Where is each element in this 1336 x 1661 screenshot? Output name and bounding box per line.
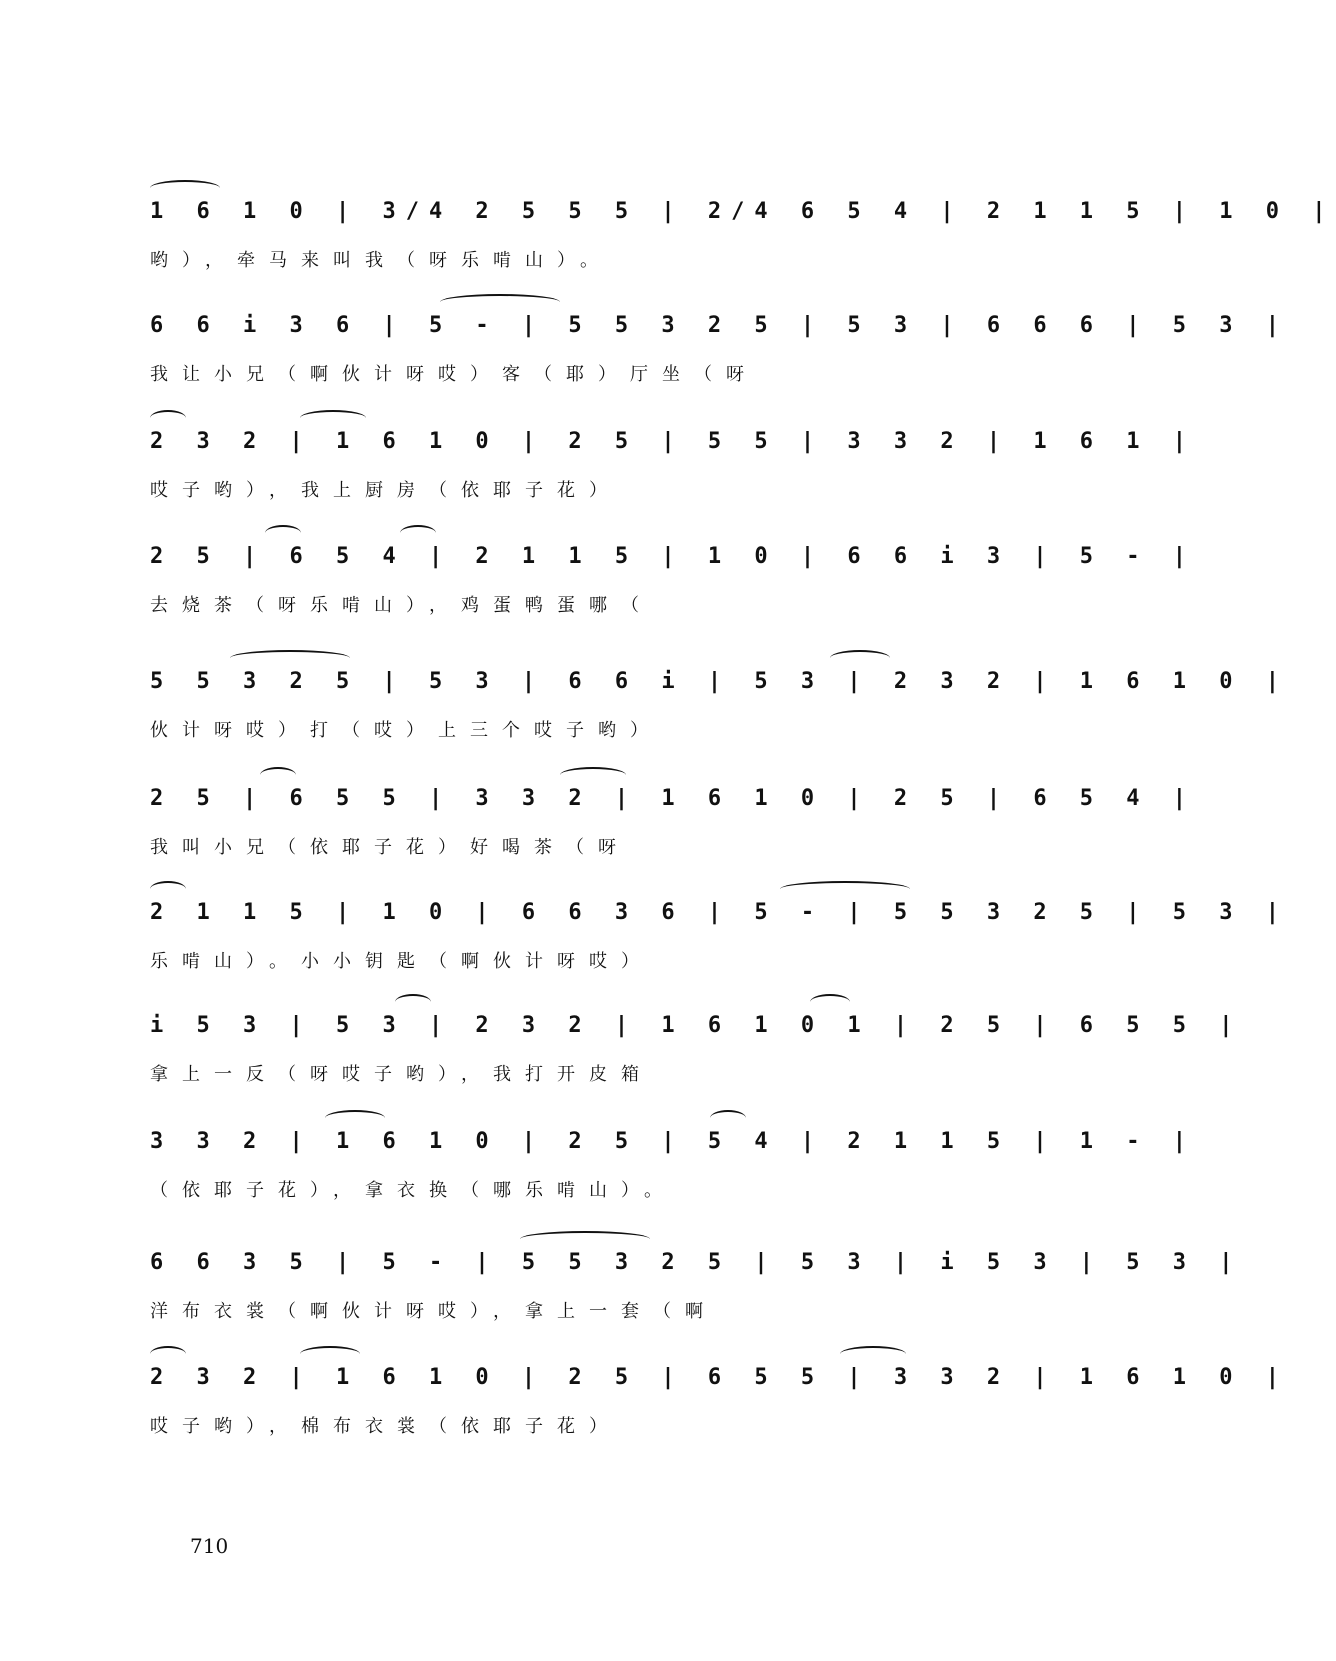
score-system-1 xyxy=(150,192,1336,282)
lyric-line: 乐啃山）。小小钥匙（啊伙计呀哎） xyxy=(150,951,653,972)
score-system-9 xyxy=(150,1122,1197,1212)
notation-line: 5 5 3 2 5 | 5 3 | 6 6 i | 5 3 | 2 3 2 | 1 6 1 0 | xyxy=(150,669,1290,694)
lyric-line: 我让小兄（啊伙计呀哎）客（耶）厅坐（呀 xyxy=(150,364,758,385)
score-system-6 xyxy=(150,779,1197,869)
score-system-10 xyxy=(150,1243,1243,1333)
notation-line: 2 1 1 5 | 1 0 | 6 6 3 6 | 5 - | 5 5 3 2 5 | 5 3 | xyxy=(150,900,1290,925)
score-system-7 xyxy=(150,893,1290,983)
lyric-line: （依耶子花），拿衣换（哪乐啃山）。 xyxy=(150,1180,676,1201)
notation-line: 2 5 | 6 5 5 | 3 3 2 | 1 6 1 0 | 2 5 | 6 5 4 | xyxy=(150,786,1197,811)
notation-line: 2 3 2 | 1 6 1 0 | 2 5 | 6 5 5 | 3 3 2 | 1 6 1 0 | xyxy=(150,1365,1290,1390)
notation-line: i 5 3 | 5 3 | 2 3 2 | 1 6 1 0 1 | 2 5 | 6 5 5 | xyxy=(150,1013,1243,1038)
lyric-line: 哎子哟），我上厨房（依耶子花） xyxy=(150,480,621,501)
score-system-5 xyxy=(150,662,1290,752)
notation-line: 2 5 | 6 5 4 | 2 1 1 5 | 1 0 | 6 6 i 3 | 5 - | xyxy=(150,544,1197,569)
lyric-line: 去烧茶（呀乐啃山），鸡蛋鸭蛋哪（ xyxy=(150,595,653,616)
lyric-line: 拿上一反（呀哎子哟），我打开皮箱 xyxy=(150,1064,653,1085)
notation-line: 3 3 2 | 1 6 1 0 | 2 5 | 5 4 | 2 1 1 5 | 1 - | xyxy=(150,1129,1197,1154)
notation-line: 1 6 1 0 | 3/4 2 5 5 5 | 2/4 6 5 4 | 2 1 1 5 | 1 0 | xyxy=(150,199,1336,224)
score-system-8 xyxy=(150,1006,1243,1096)
notation-line: 6 6 i 3 6 | 5 - | 5 5 3 2 5 | 5 3 | 6 6 6 | 5 3 | xyxy=(150,313,1290,338)
score-system-11 xyxy=(150,1358,1290,1448)
score-system-3 xyxy=(150,422,1197,512)
lyric-line: 哟），牵马来叫我（呀乐啃山）。 xyxy=(150,250,612,271)
page-number: 710 xyxy=(190,1534,229,1558)
lyric-line: 哎子哟），棉布衣裳（依耶子花） xyxy=(150,1416,621,1437)
notation-line: 6 6 3 5 | 5 - | 5 5 3 2 5 | 5 3 | i 5 3 | 5 3 | xyxy=(150,1250,1243,1275)
notation-line: 2 3 2 | 1 6 1 0 | 2 5 | 5 5 | 3 3 2 | 1 6 1 | xyxy=(150,429,1197,454)
lyric-line: 洋布衣裳（啊伙计呀哎），拿上一套（啊 xyxy=(150,1301,717,1322)
score-system-4 xyxy=(150,537,1197,627)
score-system-2 xyxy=(150,306,1290,396)
lyric-line: 伙计呀哎）打（哎）上三个哎子哟） xyxy=(150,720,662,741)
lyric-line: 我叫小兄（依耶子花）好喝茶（呀 xyxy=(150,837,630,858)
